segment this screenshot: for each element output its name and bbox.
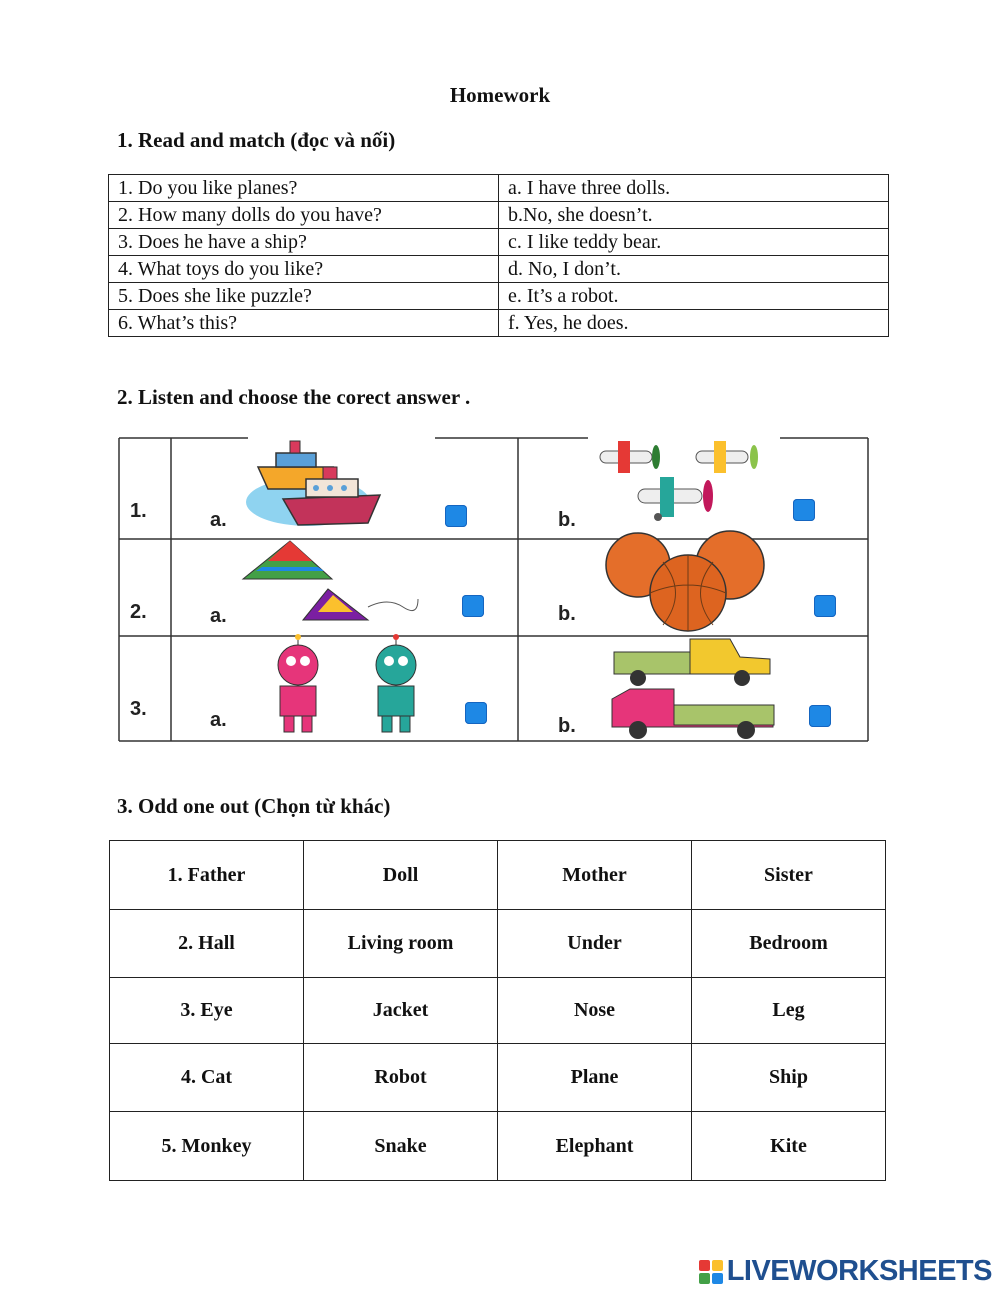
table-row [109, 229, 889, 256]
table-row [110, 978, 886, 1044]
row-number: 3. [130, 698, 147, 720]
table-cell: Plane [498, 1044, 692, 1112]
section-1-heading: 1. Read and match (đọc và nối) [117, 128, 396, 152]
match-answer: b.No, she doesn’t. [499, 202, 889, 229]
table-row [109, 310, 889, 337]
table-cell: Nose [498, 978, 692, 1044]
page-title: Homework [449, 83, 551, 107]
table-cell: Under [498, 910, 692, 978]
listen-choose-grid [118, 437, 869, 743]
table-cell: 1. Father [110, 841, 304, 910]
odd-one-out-table [109, 840, 886, 1181]
table-row [109, 202, 889, 229]
table-cell: Living room [304, 910, 498, 978]
liveworksheets-logo [699, 1255, 992, 1288]
table-cell: Bedroom [692, 910, 886, 978]
row-number: 2. [130, 601, 147, 623]
option-a-label: a. [210, 509, 227, 531]
trucks-picture [612, 639, 774, 739]
match-question: 3. Does he have a ship? [109, 229, 499, 256]
answer-checkbox[interactable] [462, 595, 484, 617]
table-cell: 2. Hall [110, 910, 304, 978]
match-question: 6. What’s this? [109, 310, 499, 337]
match-answer: f. Yes, he does. [499, 310, 889, 337]
table-row [110, 1044, 886, 1112]
table-cell: 5. Monkey [110, 1112, 304, 1181]
table-cell: Ship [692, 1044, 886, 1112]
table-cell: Jacket [304, 978, 498, 1044]
table-cell: Doll [304, 841, 498, 910]
answer-checkbox[interactable] [445, 505, 467, 527]
table-cell: Robot [304, 1044, 498, 1112]
option-a-label: a. [210, 605, 227, 627]
kites-picture [243, 541, 418, 620]
answer-checkbox[interactable] [809, 705, 831, 727]
table-row [110, 910, 886, 978]
table-row [110, 1112, 886, 1181]
match-answer: a. I have three dolls. [499, 175, 889, 202]
match-question: 1. Do you like planes? [109, 175, 499, 202]
balls-picture [606, 531, 764, 631]
match-question: 4. What toys do you like? [109, 256, 499, 283]
table-row [110, 841, 886, 910]
answer-checkbox[interactable] [814, 595, 836, 617]
match-table [108, 174, 889, 337]
logo-text: LIVEWORKSHEETS [726, 1255, 992, 1287]
ships-picture [246, 441, 380, 526]
robots-picture [278, 634, 416, 732]
row-number: 1. [130, 500, 147, 522]
match-question: 2. How many dolls do you have? [109, 202, 499, 229]
option-b-label: b. [558, 715, 576, 737]
answer-checkbox[interactable] [465, 702, 487, 724]
match-answer: c. I like teddy bear. [499, 229, 889, 256]
table-cell: Sister [692, 841, 886, 910]
table-row [109, 256, 889, 283]
section-3-heading: 3. Odd one out (Chọn từ khác) [117, 794, 391, 818]
match-answer: e. It’s a robot. [499, 283, 889, 310]
match-answer: d. No, I don’t. [499, 256, 889, 283]
table-cell: Mother [498, 841, 692, 910]
table-cell: Snake [304, 1112, 498, 1181]
table-row [109, 283, 889, 310]
option-b-label: b. [558, 509, 576, 531]
grid-lines [119, 438, 868, 741]
option-a-label: a. [210, 709, 227, 731]
table-cell: Leg [692, 978, 886, 1044]
answer-checkbox[interactable] [793, 499, 815, 521]
table-cell: 4. Cat [110, 1044, 304, 1112]
logo-blocks-icon [699, 1260, 723, 1284]
planes-picture [600, 441, 758, 521]
option-b-label: b. [558, 603, 576, 625]
section-2-heading: 2. Listen and choose the corect answer . [117, 385, 471, 409]
table-row [109, 175, 889, 202]
table-cell: Elephant [498, 1112, 692, 1181]
table-cell: Kite [692, 1112, 886, 1181]
match-question: 5. Does she like puzzle? [109, 283, 499, 310]
table-cell: 3. Eye [110, 978, 304, 1044]
